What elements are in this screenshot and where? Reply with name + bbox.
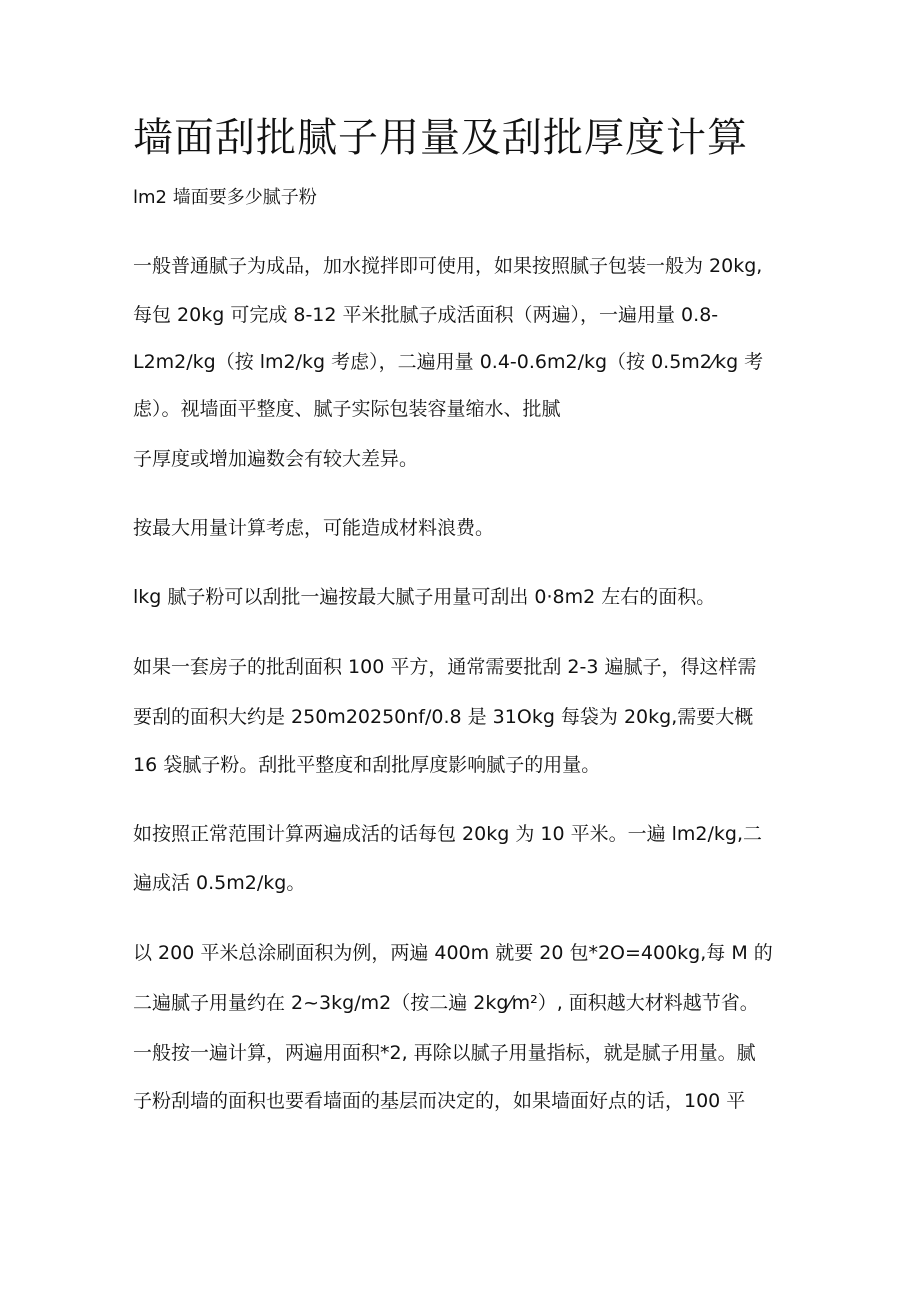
document-subtitle: lm2 墙面要多少腻子粉 <box>133 187 317 208</box>
paragraph-line: lkg 腻子粉可以刮批一遍按最大腻子用量可刮出 0·8m2 左右的面积。 <box>133 586 716 608</box>
paragraph-line: 如果一套房子的批刮面积 100 平方，通常需要批刮 2-3 遍腻子，得这样需 <box>133 656 757 678</box>
paragraph-line: 要刮的面积大约是 250m20250nf/0.8 是 31Okg 每袋为 20kg,需要大概 <box>133 706 754 728</box>
paragraph-line: 子厚度或增加遍数会有较大差异。 <box>133 448 419 470</box>
paragraph-line: 每包 20kg 可完成 8-12 平米批腻子成活面积（两遍），一遍用量 0.8- <box>133 304 719 326</box>
paragraph-line: 一般普通腻子为成品，加水搅拌即可使用，如果按照腻子包装一般为 20kg, <box>133 255 763 277</box>
paragraph-line: 16 袋腻子粉。刮批平整度和刮批厚度影响腻子的用量。 <box>133 754 601 776</box>
paragraph-line: 二遍腻子用量约在 2~3kg/m2（按二遍 2kg⁄m²）, 面积越大材料越节省。 <box>133 992 759 1014</box>
paragraph-line: 如按照正常范围计算两遍成活的话每包 20kg 为 10 平米。一遍 lm2/kg,二 <box>133 823 762 845</box>
paragraph-line: 子粉刮墙的面积也要看墙面的基层而决定的，如果墙面好点的话，100 平 <box>133 1090 746 1112</box>
paragraph-line: 遍成活 0.5m2/kg。 <box>133 872 306 894</box>
document-title: 墙面刮批腻子用量及刮批厚度计算 <box>133 115 748 161</box>
paragraph-line: 虑）。视墙面平整度、腻子实际包装容量缩水、批腻 <box>133 398 561 420</box>
paragraph-line: 以 200 平米总涂刷面积为例，两遍 400m 就要 20 包*2O=400kg,每 M 的 <box>133 942 773 964</box>
paragraph-line: 按最大用量计算考虑，可能造成材料浪费。 <box>133 517 495 539</box>
paragraph-line: L2m2/kg（按 lm2/kg 考虑），二遍用量 0.4-0.6m2/kg（按 0.5m2⁄kg 考 <box>133 351 764 373</box>
paragraph-line: 一般按一遍计算，两遍用面积*2, 再除以腻子用量指标，就是腻子用量。腻 <box>133 1042 756 1064</box>
